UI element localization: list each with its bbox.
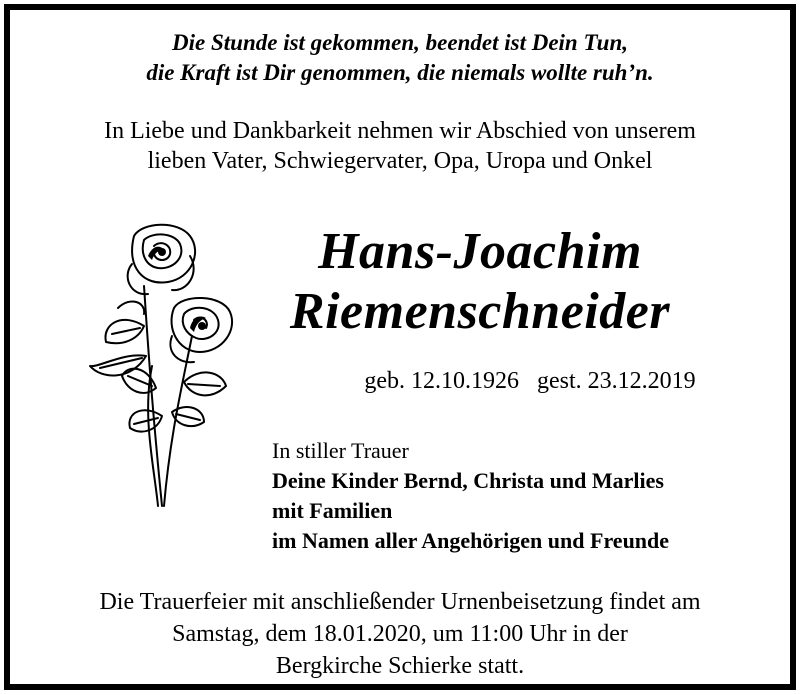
deceased-name — [210, 222, 750, 342]
obituary-frame — [4, 4, 796, 690]
service-line-2: Samstag, dem 18.01.2020, um 11:00 Uhr in der — [172, 621, 628, 647]
last-name: Riemenschneider — [289, 283, 671, 340]
life-dates — [310, 366, 750, 396]
mourners-line-2: mit Familien — [272, 498, 393, 523]
mourners — [272, 436, 792, 556]
intro-text — [10, 116, 790, 176]
verse — [10, 28, 790, 88]
death-date: gest. 23.12.2019 — [536, 368, 696, 394]
mourners-line-3: im Namen aller Angehörigen und Freunde — [272, 528, 670, 553]
service-info — [10, 586, 790, 682]
verse-line-1: Die Stunde ist gekommen, beendet ist Dein Tun, — [172, 30, 628, 55]
mourners-line-1: Deine Kinder Bernd, Christa und Marlies — [272, 468, 664, 493]
birth-date: geb. 12.10.1926 — [364, 368, 519, 394]
intro-line-1: In Liebe und Dankbarkeit nehmen wir Abschied von unserem — [104, 118, 696, 144]
intro-line-2: lieben Vater, Schwiegervater, Opa, Uropa und Onkel — [147, 148, 653, 174]
service-line-3: Bergkirche Schierke statt. — [275, 653, 525, 679]
verse-line-2: die Kraft ist Dir genommen, die niemals wollte ruh’n. — [146, 60, 654, 85]
service-line-1: Die Trauerfeier mit anschließender Urnenbeisetzung findet am — [99, 589, 701, 615]
mourners-intro: In stiller Trauer — [272, 438, 409, 463]
first-name: Hans-Joachim — [318, 223, 642, 280]
